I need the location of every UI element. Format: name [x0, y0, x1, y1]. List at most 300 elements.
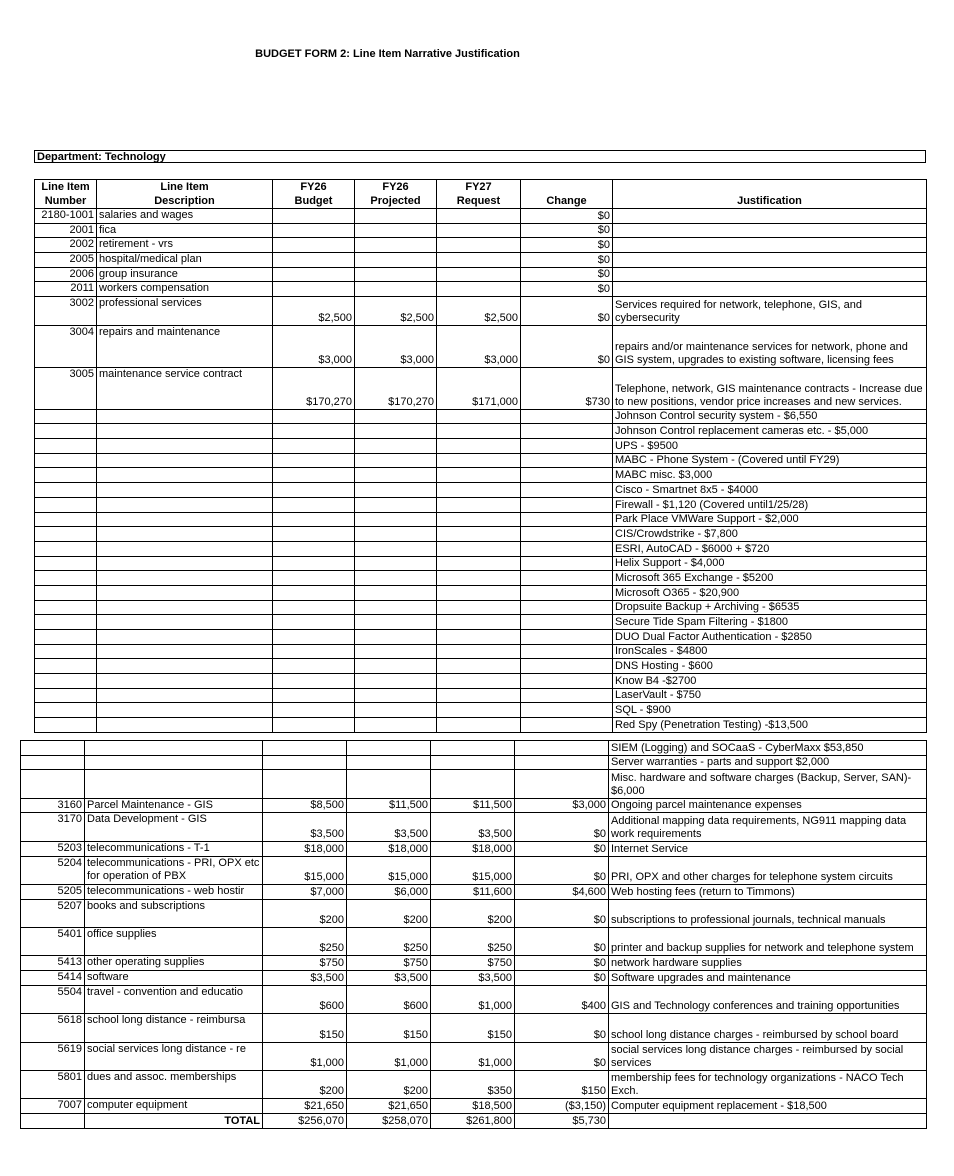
fy26-budget-cell	[273, 439, 355, 454]
fy26-budget-cell	[273, 541, 355, 556]
fy26-budget-cell: $170,270	[273, 367, 355, 409]
header-change: Change	[521, 180, 613, 209]
change-cell	[521, 718, 613, 733]
table-row	[21, 956, 927, 971]
fy27-request-cell	[437, 600, 521, 615]
fy26-projected-cell	[355, 483, 437, 498]
change-cell	[515, 755, 609, 770]
line-item-number-cell: 5618	[21, 1014, 85, 1042]
change-cell: $0	[521, 253, 613, 268]
table-row	[35, 209, 927, 224]
line-item-description-cell	[97, 585, 273, 600]
change-cell	[521, 703, 613, 718]
fy27-request-cell: $3,000	[437, 325, 521, 367]
fy27-request-cell: $171,000	[437, 367, 521, 409]
fy26-budget-cell	[273, 659, 355, 674]
fy26-budget-cell	[273, 585, 355, 600]
fy26-projected-cell	[355, 253, 437, 268]
justification-cell	[613, 267, 927, 282]
fy26-projected-cell: $170,270	[355, 367, 437, 409]
change-cell	[521, 630, 613, 645]
fy27-request-cell: $350	[431, 1070, 515, 1098]
line-item-number-cell: 5207	[21, 899, 85, 927]
change-cell	[521, 571, 613, 586]
justification-cell: Misc. hardware and software charges (Backup, Server, SAN)- $6,000	[609, 770, 927, 798]
line-item-number-cell	[35, 585, 97, 600]
fy27-request-cell	[437, 703, 521, 718]
fy26-projected-cell	[355, 453, 437, 468]
fy26-budget-cell	[273, 282, 355, 297]
fy26-projected-cell	[355, 527, 437, 542]
fy26-budget-cell: $200	[263, 1070, 347, 1098]
change-cell	[515, 741, 609, 756]
line-item-description-cell	[97, 439, 273, 454]
fy26-budget-cell	[273, 615, 355, 630]
total-fy26-projected: $258,070	[347, 1114, 431, 1129]
change-cell: $0	[515, 899, 609, 927]
change-cell	[521, 527, 613, 542]
header-fy26-budget: FY26 Budget	[273, 180, 355, 209]
fy26-projected-cell	[355, 644, 437, 659]
fy27-request-cell	[437, 527, 521, 542]
fy26-projected-cell: $150	[347, 1014, 431, 1042]
fy26-budget-cell: $8,500	[263, 798, 347, 813]
line-item-description-cell: telecommunications - web hostir	[85, 884, 263, 899]
fy26-budget-cell	[273, 209, 355, 224]
line-item-number-cell	[35, 424, 97, 439]
fy27-request-cell	[437, 453, 521, 468]
line-item-description-cell: software	[85, 971, 263, 986]
line-item-number-cell	[21, 741, 85, 756]
total-number-cell	[21, 1114, 85, 1129]
table-row	[21, 770, 927, 798]
justification-cell: Johnson Control replacement cameras etc. - $5,000	[613, 424, 927, 439]
fy27-request-cell	[437, 468, 521, 483]
line-item-description-cell: computer equipment	[85, 1099, 263, 1114]
change-cell	[521, 659, 613, 674]
fy26-budget-cell	[273, 688, 355, 703]
change-cell	[521, 688, 613, 703]
line-item-number-cell	[35, 644, 97, 659]
fy26-projected-cell	[355, 541, 437, 556]
table-row	[21, 813, 927, 841]
table-header-row	[35, 180, 927, 209]
fy26-projected-cell	[355, 209, 437, 224]
change-cell	[521, 453, 613, 468]
justification-cell: UPS - $9500	[613, 439, 927, 454]
justification-cell: DNS Hosting - $600	[613, 659, 927, 674]
line-item-description-cell: workers compensation	[97, 282, 273, 297]
fy26-projected-cell	[355, 468, 437, 483]
fy27-request-cell	[431, 770, 515, 798]
fy26-projected-cell	[347, 770, 431, 798]
line-item-number-cell: 3170	[21, 813, 85, 841]
line-item-number-cell	[35, 630, 97, 645]
table-row	[21, 884, 927, 899]
table-row	[21, 1099, 927, 1114]
fy27-request-cell	[431, 741, 515, 756]
table-row	[35, 367, 927, 409]
budget-table-part1	[34, 179, 927, 733]
change-cell: $0	[515, 1042, 609, 1070]
fy26-projected-cell: $3,500	[347, 971, 431, 986]
header-line-item-description: Line Item Description	[97, 180, 273, 209]
fy27-request-cell	[437, 718, 521, 733]
fy27-request-cell	[437, 409, 521, 424]
table-row	[35, 282, 927, 297]
table-row	[35, 630, 927, 645]
line-item-description-cell	[97, 703, 273, 718]
fy26-budget-cell	[273, 718, 355, 733]
fy26-budget-cell: $3,500	[263, 971, 347, 986]
table-row	[21, 755, 927, 770]
justification-cell: Web hosting fees (return to Timmons)	[609, 884, 927, 899]
justification-cell: Computer equipment replacement - $18,500	[609, 1099, 927, 1114]
line-item-number-cell	[35, 615, 97, 630]
change-cell	[521, 541, 613, 556]
justification-cell: SQL - $900	[613, 703, 927, 718]
line-item-number-cell	[35, 483, 97, 498]
table-row	[35, 541, 927, 556]
justification-cell: MABC - Phone System - (Covered until FY29)	[613, 453, 927, 468]
fy26-projected-cell: $11,500	[347, 798, 431, 813]
table-row	[21, 1014, 927, 1042]
fy26-projected-cell	[355, 556, 437, 571]
justification-cell: Cisco - Smartnet 8x5 - $4000	[613, 483, 927, 498]
fy26-budget-cell	[263, 741, 347, 756]
fy26-projected-cell	[355, 238, 437, 253]
line-item-number-cell: 2180-1001	[35, 209, 97, 224]
line-item-description-cell: dues and assoc. memberships	[85, 1070, 263, 1098]
table-row	[35, 615, 927, 630]
change-cell: $0	[521, 267, 613, 282]
justification-cell: Software upgrades and maintenance	[609, 971, 927, 986]
line-item-description-cell: social services long distance - re	[85, 1042, 263, 1070]
table-row	[35, 238, 927, 253]
line-item-number-cell	[35, 718, 97, 733]
fy26-budget-cell	[273, 223, 355, 238]
justification-cell: LaserVault - $750	[613, 688, 927, 703]
line-item-number-cell: 5401	[21, 928, 85, 956]
fy26-projected-cell	[355, 615, 437, 630]
fy26-projected-cell: $3,500	[347, 813, 431, 841]
line-item-number-cell: 5619	[21, 1042, 85, 1070]
change-cell	[521, 556, 613, 571]
line-item-number-cell	[35, 439, 97, 454]
fy26-projected-cell: $600	[347, 985, 431, 1013]
justification-cell	[613, 253, 927, 268]
line-item-description-cell	[85, 770, 263, 798]
fy26-budget-cell	[273, 497, 355, 512]
line-item-number-cell	[35, 556, 97, 571]
justification-cell: MABC misc. $3,000	[613, 468, 927, 483]
table-row	[35, 468, 927, 483]
department-label: Department: Technology	[34, 150, 926, 163]
fy26-budget-cell: $200	[263, 899, 347, 927]
fy26-budget-cell	[273, 703, 355, 718]
change-cell: $400	[515, 985, 609, 1013]
header-justification: Justification	[613, 180, 927, 209]
fy27-request-cell: $1,000	[431, 985, 515, 1013]
line-item-description-cell	[97, 600, 273, 615]
fy26-budget-cell	[273, 253, 355, 268]
line-item-description-cell	[97, 468, 273, 483]
justification-cell: SIEM (Logging) and SOCaaS - CyberMaxx $53,850	[609, 741, 927, 756]
line-item-number-cell	[35, 703, 97, 718]
change-cell	[521, 483, 613, 498]
fy27-request-cell	[431, 755, 515, 770]
line-item-description-cell: Parcel Maintenance - GIS	[85, 798, 263, 813]
table-row	[35, 674, 927, 689]
fy27-request-cell	[437, 282, 521, 297]
line-item-number-cell: 5203	[21, 841, 85, 856]
line-item-number-cell	[35, 688, 97, 703]
fy26-budget-cell	[273, 527, 355, 542]
fy26-budget-cell	[273, 674, 355, 689]
justification-cell: Firewall - $1,120 (Covered until1/25/28)	[613, 497, 927, 512]
line-item-description-cell: office supplies	[85, 928, 263, 956]
table-row	[21, 928, 927, 956]
fy26-budget-cell	[273, 556, 355, 571]
change-cell	[521, 615, 613, 630]
fy27-request-cell	[437, 483, 521, 498]
change-cell	[521, 512, 613, 527]
fy27-request-cell	[437, 439, 521, 454]
fy26-budget-cell	[273, 600, 355, 615]
change-cell	[521, 497, 613, 512]
fy26-projected-cell: $200	[347, 899, 431, 927]
change-cell: $0	[515, 841, 609, 856]
change-cell	[521, 424, 613, 439]
change-cell: $3,000	[515, 798, 609, 813]
change-cell: $0	[521, 297, 613, 325]
table-row	[35, 688, 927, 703]
line-item-description-cell	[85, 741, 263, 756]
line-item-number-cell	[35, 409, 97, 424]
fy27-request-cell	[437, 497, 521, 512]
fy26-projected-cell	[355, 439, 437, 454]
line-item-description-cell	[97, 483, 273, 498]
fy26-projected-cell: $6,000	[347, 884, 431, 899]
table-row	[35, 571, 927, 586]
fy26-budget-cell	[273, 424, 355, 439]
fy26-projected-cell: $3,000	[355, 325, 437, 367]
fy27-request-cell	[437, 644, 521, 659]
line-item-number-cell	[35, 512, 97, 527]
line-item-description-cell	[97, 674, 273, 689]
line-item-description-cell	[97, 659, 273, 674]
fy27-request-cell	[437, 585, 521, 600]
table-row	[35, 267, 927, 282]
fy26-projected-cell	[355, 630, 437, 645]
total-label: TOTAL	[85, 1114, 263, 1129]
justification-cell: Dropsuite Backup + Archiving - $6535	[613, 600, 927, 615]
table-row	[21, 856, 927, 884]
change-cell: $0	[515, 1014, 609, 1042]
change-cell	[521, 674, 613, 689]
fy26-projected-cell	[355, 223, 437, 238]
line-item-number-cell	[35, 468, 97, 483]
total-row	[21, 1114, 927, 1129]
fy27-request-cell: $3,500	[431, 813, 515, 841]
table-row	[35, 585, 927, 600]
table-row	[35, 325, 927, 367]
line-item-description-cell: group insurance	[97, 267, 273, 282]
fy27-request-cell	[437, 253, 521, 268]
line-item-description-cell: salaries and wages	[97, 209, 273, 224]
fy26-projected-cell: $15,000	[347, 856, 431, 884]
justification-cell: Server warranties - parts and support $2,000	[609, 755, 927, 770]
table-row	[35, 483, 927, 498]
fy27-request-cell	[437, 571, 521, 586]
fy26-projected-cell	[355, 424, 437, 439]
line-item-number-cell: 2006	[35, 267, 97, 282]
justification-cell: network hardware supplies	[609, 956, 927, 971]
fy26-projected-cell: $1,000	[347, 1042, 431, 1070]
fy27-request-cell	[437, 615, 521, 630]
line-item-number-cell: 3160	[21, 798, 85, 813]
table-row	[35, 718, 927, 733]
justification-cell: Services required for network, telephone, GIS, and cybersecurity	[613, 297, 927, 325]
fy26-budget-cell	[273, 267, 355, 282]
line-item-description-cell: telecommunications - PRI, OPX etc for operation of PBX	[85, 856, 263, 884]
fy27-request-cell: $200	[431, 899, 515, 927]
justification-cell	[613, 223, 927, 238]
total-fy27-request: $261,800	[431, 1114, 515, 1129]
fy27-request-cell: $250	[431, 928, 515, 956]
change-cell: $0	[521, 282, 613, 297]
fy26-budget-cell	[273, 644, 355, 659]
line-item-description-cell	[97, 512, 273, 527]
line-item-description-cell	[97, 644, 273, 659]
line-item-number-cell: 2001	[35, 223, 97, 238]
line-item-number-cell: 5414	[21, 971, 85, 986]
line-item-description-cell: maintenance service contract	[97, 367, 273, 409]
table-row	[21, 971, 927, 986]
table-row	[21, 985, 927, 1013]
change-cell: $0	[521, 238, 613, 253]
justification-cell: Johnson Control security system - $6,550	[613, 409, 927, 424]
fy26-projected-cell: $21,650	[347, 1099, 431, 1114]
fy26-budget-cell: $1,000	[263, 1042, 347, 1070]
fy26-budget-cell: $600	[263, 985, 347, 1013]
fy26-projected-cell	[355, 409, 437, 424]
table-row	[35, 644, 927, 659]
form-title: BUDGET FORM 2: Line Item Narrative Justification	[255, 48, 520, 60]
line-item-number-cell: 7007	[21, 1099, 85, 1114]
table-row	[35, 497, 927, 512]
fy26-budget-cell: $7,000	[263, 884, 347, 899]
line-item-number-cell: 2005	[35, 253, 97, 268]
line-item-description-cell: fica	[97, 223, 273, 238]
fy26-projected-cell	[355, 267, 437, 282]
fy26-budget-cell	[273, 238, 355, 253]
line-item-description-cell	[97, 424, 273, 439]
fy26-budget-cell	[273, 453, 355, 468]
table-row	[35, 223, 927, 238]
line-item-number-cell	[35, 674, 97, 689]
fy26-budget-cell: $150	[263, 1014, 347, 1042]
justification-cell: DUO Dual Factor Authentication - $2850	[613, 630, 927, 645]
fy26-budget-cell: $3,500	[263, 813, 347, 841]
fy27-request-cell: $1,000	[431, 1042, 515, 1070]
change-cell: $4,600	[515, 884, 609, 899]
justification-cell: social services long distance charges - reimbursed by social services	[609, 1042, 927, 1070]
fy27-request-cell: $750	[431, 956, 515, 971]
fy26-budget-cell	[273, 468, 355, 483]
change-cell: $0	[515, 928, 609, 956]
fy26-projected-cell	[355, 688, 437, 703]
fy27-request-cell: $3,500	[431, 971, 515, 986]
line-item-description-cell: telecommunications - T-1	[85, 841, 263, 856]
change-cell	[521, 585, 613, 600]
total-change: $5,730	[515, 1114, 609, 1129]
line-item-description-cell: repairs and maintenance	[97, 325, 273, 367]
header-line-item-number: Line Item Number	[35, 180, 97, 209]
table-row	[21, 1070, 927, 1098]
change-cell	[515, 770, 609, 798]
justification-cell: Helix Support - $4,000	[613, 556, 927, 571]
fy26-budget-cell	[273, 512, 355, 527]
fy26-projected-cell	[355, 703, 437, 718]
fy26-budget-cell: $750	[263, 956, 347, 971]
fy26-budget-cell	[273, 571, 355, 586]
change-cell: ($3,150)	[515, 1099, 609, 1114]
justification-cell: Park Place VMWare Support - $2,000	[613, 512, 927, 527]
justification-cell: Microsoft 365 Exchange - $5200	[613, 571, 927, 586]
justification-cell: IronScales - $4800	[613, 644, 927, 659]
line-item-description-cell: hospital/medical plan	[97, 253, 273, 268]
change-cell: $0	[515, 956, 609, 971]
line-item-number-cell	[35, 571, 97, 586]
line-item-description-cell	[97, 497, 273, 512]
change-cell	[521, 409, 613, 424]
change-cell	[521, 468, 613, 483]
line-item-number-cell	[35, 527, 97, 542]
justification-cell: PRI, OPX and other charges for telephone system circuits	[609, 856, 927, 884]
line-item-number-cell	[35, 659, 97, 674]
fy27-request-cell	[437, 238, 521, 253]
line-item-number-cell: 5801	[21, 1070, 85, 1098]
fy26-budget-cell	[273, 483, 355, 498]
justification-cell: ESRI, AutoCAD - $6000 + $720	[613, 541, 927, 556]
table-row	[35, 439, 927, 454]
fy27-request-cell	[437, 659, 521, 674]
table-row	[35, 424, 927, 439]
table-row	[35, 453, 927, 468]
line-item-description-cell	[97, 630, 273, 645]
change-cell: $730	[521, 367, 613, 409]
fy27-request-cell: $150	[431, 1014, 515, 1042]
total-justification-cell	[609, 1114, 927, 1129]
line-item-description-cell	[97, 688, 273, 703]
table-row	[35, 600, 927, 615]
change-cell: $0	[521, 223, 613, 238]
fy26-projected-cell	[347, 755, 431, 770]
line-item-description-cell: retirement - vrs	[97, 238, 273, 253]
line-item-description-cell	[97, 527, 273, 542]
table-row	[21, 741, 927, 756]
fy26-projected-cell	[355, 718, 437, 733]
fy26-projected-cell	[355, 282, 437, 297]
line-item-number-cell: 2011	[35, 282, 97, 297]
justification-cell: Telephone, network, GIS maintenance contracts - Increase due to new positions, vendor price increases and new services.	[613, 367, 927, 409]
justification-cell: printer and backup supplies for network and telephone system	[609, 928, 927, 956]
fy26-budget-cell	[273, 409, 355, 424]
change-cell: $0	[521, 325, 613, 367]
table-row	[35, 527, 927, 542]
fy27-request-cell: $18,500	[431, 1099, 515, 1114]
